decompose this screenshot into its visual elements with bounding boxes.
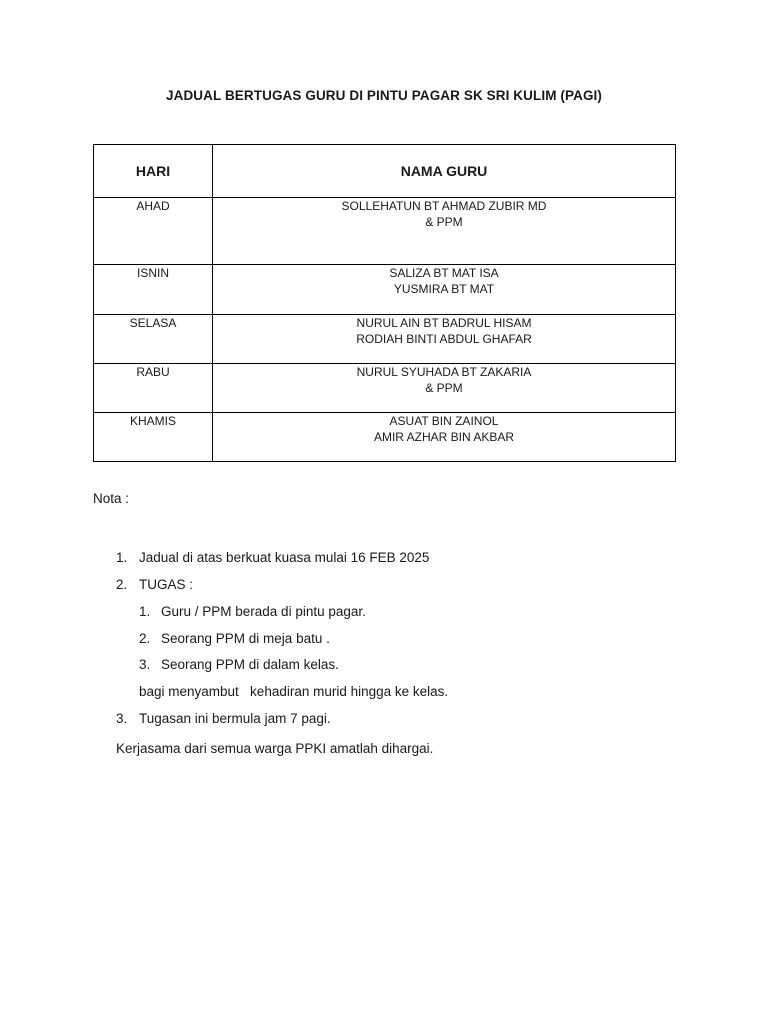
note-item (116, 711, 331, 726)
teacher-names-cell (213, 315, 676, 364)
note-text: TUGAS : (139, 577, 194, 592)
note-item (116, 577, 193, 592)
teacher-name: YUSMIRA BT MAT (393, 282, 495, 296)
duty-number: 1. (139, 604, 151, 619)
day-cell: RABU (94, 364, 213, 413)
day-cell: SELASA (94, 315, 213, 364)
duty-schedule-table (93, 144, 676, 462)
table-row (94, 315, 676, 364)
header-teacher-name: NAMA GURU (213, 145, 676, 198)
duty-item (139, 604, 366, 619)
teacher-name: AMIR AZHAR BIN AKBAR (373, 430, 515, 444)
teacher-name: ASUAT BIN ZAINOL (389, 414, 499, 428)
duty-text: Seorang PPM di meja batu . (161, 631, 330, 646)
closing-text: Kerjasama dari semua warga PPKI amatlah dihargai. (116, 741, 434, 756)
teacher-name: SALIZA BT MAT ISA (389, 266, 499, 280)
teacher-name: SOLLEHATUN BT AHMAD ZUBIR MD (341, 199, 547, 213)
note-text: Jadual di atas berkuat kuasa mulai 16 FEB 2025 (139, 550, 430, 565)
day-cell: ISNIN (94, 265, 213, 315)
day-cell: KHAMIS (94, 413, 213, 462)
duty-purpose: bagi menyambut kehadiran murid hingga ke kelas. (139, 684, 449, 699)
duty-item (139, 657, 339, 672)
teacher-names-cell (213, 265, 676, 315)
table-row (94, 364, 676, 413)
teacher-name: NURUL SYUHADA BT ZAKARIA (356, 365, 532, 379)
note-text: Tugasan ini bermula jam 7 pagi. (139, 711, 331, 726)
duty-text: Guru / PPM berada di pintu pagar. (161, 604, 366, 619)
duty-text: Seorang PPM di dalam kelas. (161, 657, 339, 672)
notes-label: Nota : (93, 491, 130, 506)
teacher-names-cell (213, 198, 676, 265)
note-number: 3. (116, 711, 128, 726)
teacher-name: & PPM (425, 381, 463, 395)
note-item (116, 550, 429, 565)
document-title: JADUAL BERTUGAS GURU DI PINTU PAGAR SK SRI KULIM (PAGI) (165, 88, 602, 103)
table-row (94, 265, 676, 315)
teacher-names-cell (213, 413, 676, 462)
table-row (94, 413, 676, 462)
note-number: 2. (116, 577, 128, 592)
note-number: 1. (116, 550, 128, 565)
teacher-names-cell (213, 364, 676, 413)
teacher-name: & PPM (425, 215, 463, 229)
header-day: HARI (94, 145, 213, 198)
duty-item (139, 631, 330, 646)
duty-number: 3. (139, 657, 151, 672)
teacher-name: NURUL AIN BT BADRUL HISAM (356, 316, 532, 330)
table-header-row (94, 145, 676, 198)
duty-number: 2. (139, 631, 151, 646)
table-row (94, 198, 676, 265)
day-cell: AHAD (94, 198, 213, 265)
teacher-name: RODIAH BINTI ABDUL GHAFAR (356, 332, 532, 346)
